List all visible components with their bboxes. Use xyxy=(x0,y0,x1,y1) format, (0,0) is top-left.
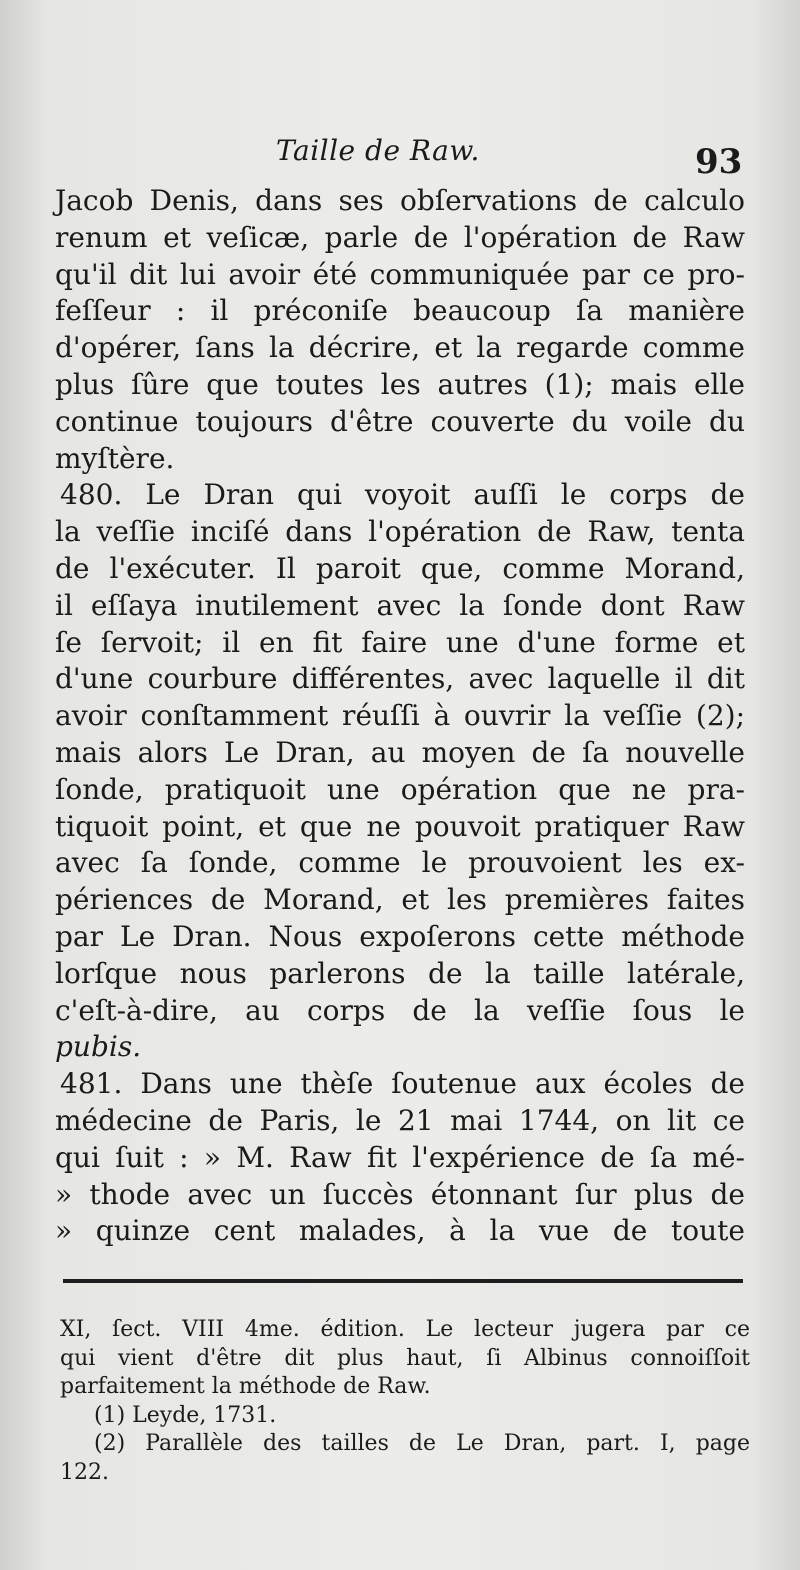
page-number: 93 xyxy=(695,142,743,182)
main-text xyxy=(55,183,745,1250)
footnote-rule xyxy=(63,1279,743,1283)
text-line: d'opérer, ſans la décrire, et la regarde comme xyxy=(55,331,745,365)
text-line: périences de Morand, et les premières faites xyxy=(55,883,745,917)
text-line: par Le Dran. Nous expoſerons cette méthode xyxy=(55,919,745,953)
text-line: feſſeur : il préconiſe beaucoup ſa manière xyxy=(55,294,745,328)
text-line: d'une courbure différentes, avec laquelle il dit xyxy=(55,662,745,696)
text-line: tiquoit point, et que ne pouvoit pratiquer Raw xyxy=(55,809,745,843)
text-line: mais alors Le Dran, au moyen de ſa nouvelle xyxy=(55,735,745,769)
text-line: ſonde, pratiquoit une opération que ne pra- xyxy=(55,772,745,806)
text-line: » thode avec un ſuccès étonnant ſur plus de xyxy=(55,1177,745,1211)
footnote-line: qui vient d'être dit plus haut, ſi Albinus connoiſſoit xyxy=(60,1345,750,1371)
text-line: myſtère. xyxy=(55,441,175,475)
text-line: plus ſûre que toutes les autres (1); mais elle xyxy=(55,367,745,401)
text-line: continue toujours d'être couverte du voile du xyxy=(55,404,745,438)
text-line: pubis. xyxy=(55,1030,142,1064)
text-line: lorſque nous parlerons de la taille latérale, xyxy=(55,956,745,990)
text-line: la veſſie inciſé dans l'opération de Raw, tenta xyxy=(55,515,745,549)
text-line: renum et veſicæ, parle de l'opération de Raw xyxy=(55,220,745,254)
text-line: » quinze cent malades, à la vue de toute xyxy=(55,1214,745,1248)
text-line: ſe ſervoit; il en fit faire une d'une forme et xyxy=(55,625,745,659)
text-line: avec ſa ſonde, comme le prouvoient les ex- xyxy=(55,846,745,880)
text-line: c'eſt-à-dire, au corps de la veſſie ſous le xyxy=(55,993,745,1027)
footnote-line: XI, ſect. VIII 4me. édition. Le lecteur jugera par ce xyxy=(60,1317,750,1342)
running-title: Taille de Raw. xyxy=(276,134,480,167)
footnote-2: (2) Parallèle des tailles de Le Dran, part. I, page xyxy=(94,1431,750,1456)
text-line: de l'exécuter. Il paroit que, comme Morand, xyxy=(55,551,745,585)
footnotes xyxy=(60,1316,750,1487)
footnote-line: parfaitement la méthode de Raw. xyxy=(60,1374,431,1399)
text-line: Jacob Denis, dans ses obſervations de calculo xyxy=(55,184,745,217)
paragraph-480-start: 480. Le Dran qui voyoit auſſi le corps de xyxy=(60,478,745,512)
text-line: avoir conſtamment réuſſi à ouvrir la veſſie (2); xyxy=(55,699,745,733)
footnote-1: (1) Leyde, 1731. xyxy=(94,1402,277,1428)
footnote-line: 122. xyxy=(60,1459,109,1485)
text-line: qui ſuit : » M. Raw fit l'expérience de ſa mé- xyxy=(55,1140,745,1174)
paragraph-481-start: 481. Dans une thèſe ſoutenue aux écoles de xyxy=(60,1067,745,1101)
text-line: il eſſaya inutilement avec la ſonde dont Raw xyxy=(55,588,745,622)
text-line: qu'il dit lui avoir été communiquée par ce pro- xyxy=(55,257,745,291)
page-header xyxy=(0,128,800,180)
text-line: médecine de Paris, le 21 mai 1744, on lit ce xyxy=(55,1103,745,1137)
